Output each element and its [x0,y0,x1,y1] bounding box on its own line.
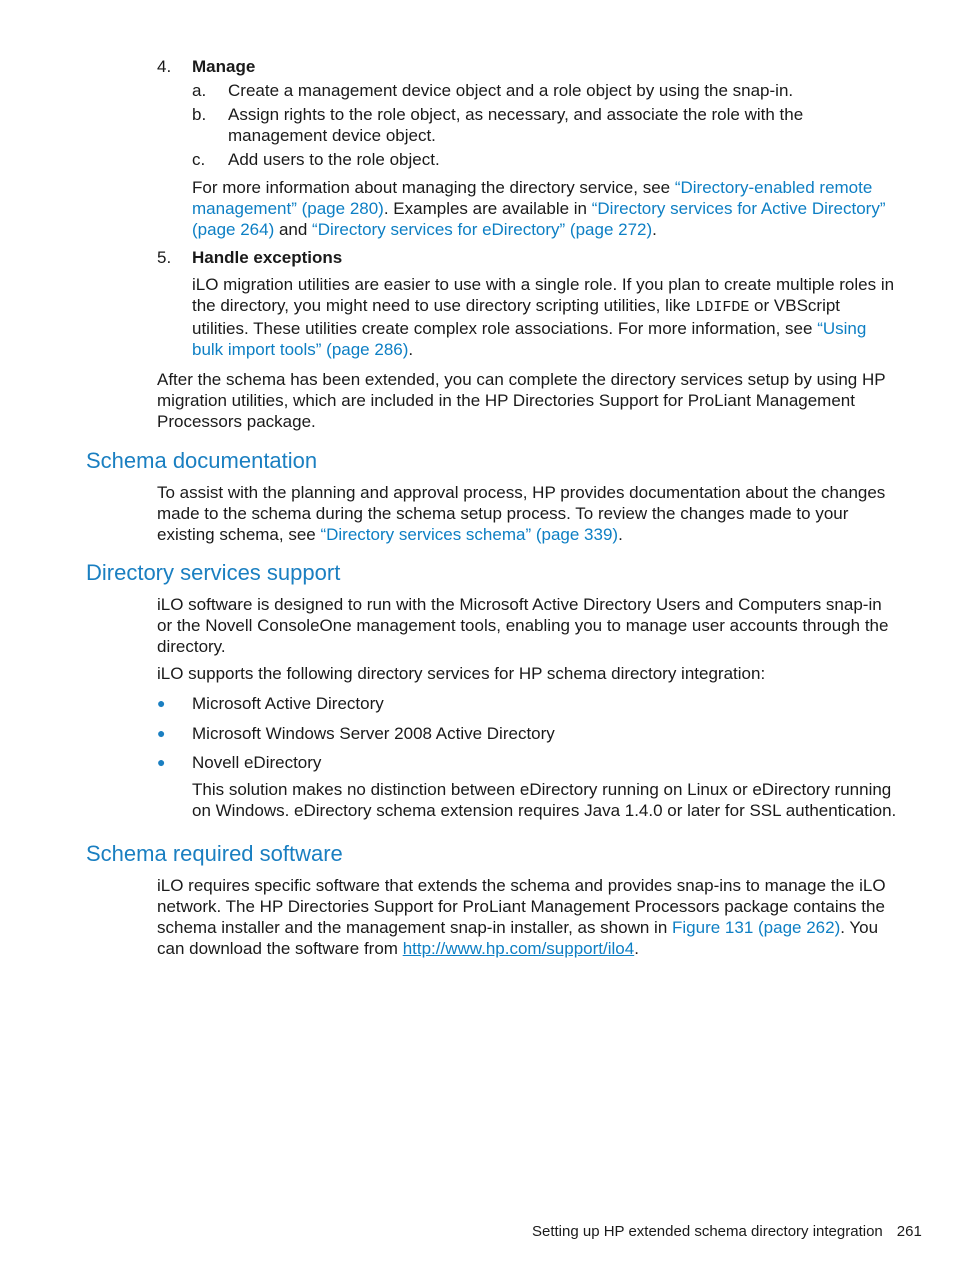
step-5-para [192,274,898,360]
step-4c-letter: c. [192,150,206,169]
list-item: Microsoft Windows Server 2008 Active Directory [192,724,555,743]
bullet-dot-icon: ● [157,725,166,741]
step-4b-letter: b. [192,105,207,124]
text-run: . [408,340,414,359]
code-ldifde: LDIFDE [695,299,750,316]
link-using-bulk-import-tools[interactable]: “Using bulk import tools” (page 286) [192,319,867,359]
heading-schema-required-software: Schema required software [86,841,343,866]
step-4a-letter: a. [192,81,207,100]
list-item: Novell eDirectory [192,753,322,772]
dir-support-para-2: iLO supports the following directory services for HP schema directory integration: [157,664,766,683]
text-run: and [274,220,313,239]
bullet-dot-icon: ● [157,754,166,770]
text-run: To assist with the planning and approval process, HP provides documentation about the changes made to the schema during the schema setup process. To review the changes made to your existing schema, see [157,483,886,544]
step-5-title: Handle exceptions [192,248,343,267]
text-run: . You can download the software from [157,918,879,958]
text-run: iLO requires specific software that extends the schema and provides snap-ins to manage the iLO network. The HP Directories Support for ProLiant Management Processors package contains the schema installer and the management snap-in installer, as shown in [157,876,886,937]
text-run: . Examples are available in [383,199,592,218]
bullet-dot-icon: ● [157,695,166,711]
link-directory-services-active-directory[interactable]: “Directory services for Active Directory” (page 264) [192,199,886,239]
step-4b-text: Assign rights to the role object, as necessary, and associate the role with the management device object. [228,105,804,145]
page-footer [532,1222,922,1242]
step-4-number: 4. [157,57,172,76]
step-4a-text: Create a management device object and a role object by using the snap-in. [228,81,794,100]
step-4-more-info [192,177,898,240]
footer-title: Setting up HP extended schema directory integration [532,1223,883,1240]
link-directory-services-edirectory[interactable]: “Directory services for eDirectory” (page 272) [312,220,653,239]
link-hp-support-ilo4[interactable]: http://www.hp.com/support/ilo4 [402,939,635,958]
dir-support-para-1: iLO software is designed to run with the Microsoft Active Directory Users and Computers snap-in or the Novell ConsoleOne management tools, enabling you to manage user accounts through the directory. [157,595,889,656]
text-run: iLO migration utilities are easier to use with a single role. If you plan to create multiple roles in the directory, you might need to use directory scripting utilities, like [192,275,895,315]
text-run: . [634,939,639,958]
edirectory-note: This solution makes no distinction between eDirectory running on Linux or eDirectory running on Windows. eDirectory schema extension requires Java 1.4.0 or later for SSL authentication. [192,780,897,820]
schema-sw-para [157,875,898,959]
heading-directory-services-support: Directory services support [86,560,341,585]
text-run: . [652,220,657,239]
heading-schema-documentation: Schema documentation [86,448,318,473]
step-5-number: 5. [157,248,172,267]
step-4-title: Manage [192,57,256,76]
link-figure-131[interactable]: Figure 131 (page 262) [672,918,841,937]
text-run: For more information about managing the directory service, see [192,178,675,197]
page-number: 261 [896,1223,922,1240]
link-directory-services-schema[interactable]: “Directory services schema” (page 339) [320,525,619,544]
step-4c-text: Add users to the role object. [228,150,440,169]
link-directory-enabled-remote-management[interactable]: “Directory-enabled remote management” (page 280) [192,178,873,218]
list-item: Microsoft Active Directory [192,694,384,713]
text-run: or VBScript utilities. These utilities create complex role associations. For more information, see [192,296,841,338]
schema-doc-para [157,482,898,545]
after-schema-para: After the schema has been extended, you can complete the directory services setup by using HP migration utilities, which are included in the HP Directories Support for ProLiant Management Processors package. [157,370,886,431]
text-run: . [618,525,623,544]
